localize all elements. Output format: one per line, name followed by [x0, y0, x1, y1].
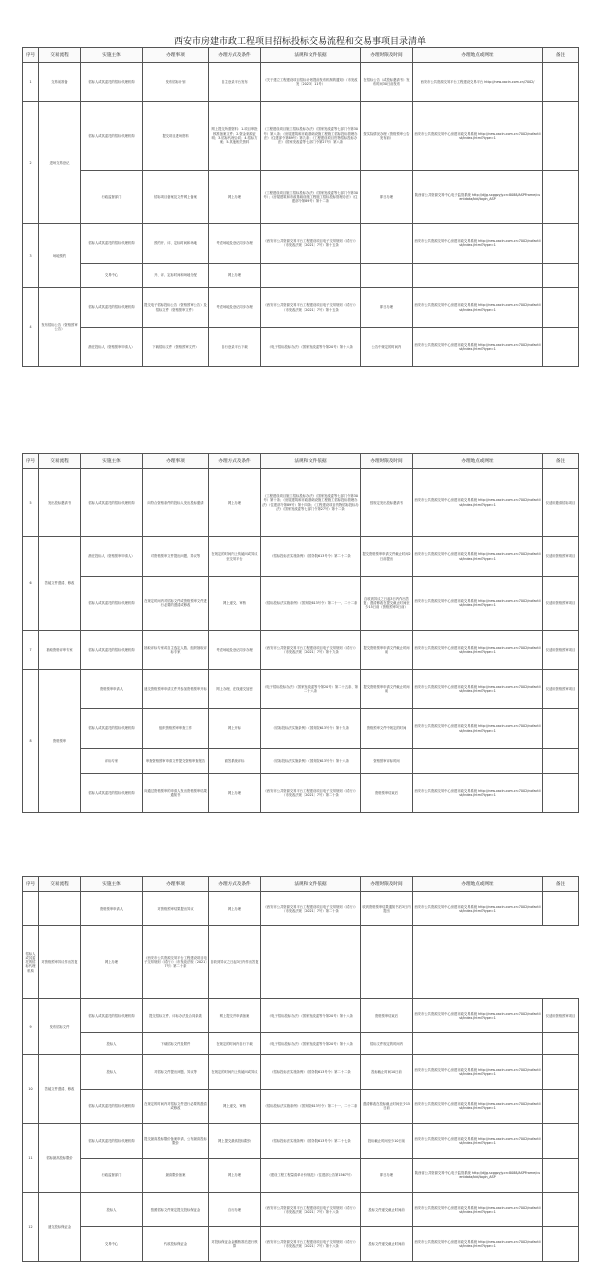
- table-cell: 公告中规定的时间内: [361, 327, 413, 366]
- table-cell: 面签系统评标: [209, 748, 261, 773]
- table-cell: 自主登录平台发布: [209, 63, 261, 102]
- column-header: 备注: [543, 454, 579, 469]
- table-cell: 提交资格预审申请文件截止时间前: [361, 630, 413, 669]
- table-cell: 网上提交所需资料：1.项目审批核准备案文件；2.资金来源证明；3.招标代理合同；4.招标方案；5.其他相关资料: [209, 102, 261, 170]
- table-cell: [543, 288, 579, 327]
- table-cell: 发出投标邀请书: [39, 469, 81, 537]
- table-cell: 西安市公共资源交易中心房建市政交易系统 http://new.xacin.com.cn:7002/nofactlist/index.jhtml?type=1: [413, 892, 543, 926]
- table-cell: 投标人: [81, 1193, 143, 1227]
- table-cell: 发布招标文件: [39, 999, 81, 1055]
- table-row: [23, 576, 579, 630]
- table-cell: 《西安市公共资源交易平台工程建设项目电子交易规则（试行）》（市发改法规〔2021〕7号）第十八条: [261, 1227, 361, 1262]
- table-cell: 考虑场地及登记同步办理: [209, 288, 261, 327]
- table-row: [23, 630, 579, 669]
- table-cell: 下载招标文件及附件: [143, 1033, 209, 1055]
- table-cell: 西安市公共资源交易中心房建市政交易系统 http://new.xacin.com.cn:7002/nofactlist/index.jhtml?type=1: [413, 1055, 543, 1089]
- table-cell: 场地预约: [39, 224, 81, 288]
- table-cell: 资格预审结束后: [361, 773, 413, 812]
- table-cell: 6: [23, 537, 39, 630]
- table-cell: 西安市公共资源交易中心房建市政交易系统 http://new.xacin.com.cn:7002/nofactlist/index.jhtml?type=1: [413, 327, 543, 366]
- table-cell: 仅适用资格预审项目: [543, 537, 579, 576]
- table-cell: 递交资格预审申请文件并参加资格预审开标: [143, 669, 209, 708]
- table-page-2: [22, 453, 578, 813]
- table-cell: 1: [23, 63, 39, 102]
- table-row: [23, 224, 579, 263]
- table-cell: 招标人或其委托的招标代理机构: [81, 102, 143, 170]
- table-cell: 西安市公共资源交易中心房建市政交易系统 http://new.xacin.com.cn:7002/nofactlist/index.jhtml?type=1: [413, 576, 543, 630]
- table-cell: 进场交易登记: [39, 102, 81, 224]
- table-cell: 自行登录平台下载: [209, 327, 261, 366]
- table-cell: 仅适用邀请招标项目: [543, 469, 579, 537]
- table-row: [23, 709, 579, 748]
- column-header: 办理事项: [143, 877, 209, 892]
- table-cell: 《招标投标法实施条例》（国务院613号令）第二十一、二十二条: [261, 576, 361, 630]
- table-cell: 8: [23, 669, 39, 812]
- table-cell: 《招标投标法实施条例》（国务院613号令）第二十二条: [261, 537, 361, 576]
- table-row: [23, 469, 579, 537]
- table-cell: 仅适用资格预审项目: [543, 576, 579, 630]
- column-header: 实施主体: [81, 877, 143, 892]
- table-cell: 陕西省公共资源交易中心电子监管系统 http://djjg.sxggzyjy.cn:8088/ASPFrame/cuentdata/bid/login_ASP: [413, 170, 543, 224]
- table-cell: 招标人或其委托的招标代理机构: [81, 224, 143, 263]
- table-cell: 《招标投标法实施条例》（国务院613号令）第二十一、二十二条: [261, 1089, 361, 1123]
- column-header: 序号: [23, 454, 39, 469]
- column-header: 办理地点或网址: [413, 48, 543, 63]
- table-cell: 招标人或其委托的招标代理机构: [23, 926, 39, 999]
- table-cell: 网上办理: [81, 926, 143, 999]
- table-cell: 西安市公共资源交易中心房建市政交易系统 http://new.xacin.com.cn:7002/nofactlist/index.jhtml?type=1: [413, 1193, 543, 1227]
- table-cell: 投标截止时间10日前: [361, 1055, 413, 1089]
- table-cell: 资格预审申请人: [81, 669, 143, 708]
- table-row: [23, 263, 579, 288]
- table-cell: 《电子招标投标办法》（国家发改委等令第20号）第十八条: [261, 327, 361, 366]
- table-cell: 9: [23, 999, 39, 1055]
- table-cell: 在规定的时间内自行下载: [209, 1033, 261, 1055]
- table-cell: 陕西省公共资源交易中心电子监管系统 http://djjg.sxggzyjy.cn:8088/ASPFrame/cuentdata/bid/login_ASP: [413, 1158, 543, 1192]
- table-header-row: [23, 454, 579, 469]
- table-cell: [361, 263, 413, 288]
- table-cell: 《西安市公共资源交易平台工程建设项目电子交易规则（试行）》（市发改法规〔2021〕7号）第二十条: [261, 773, 361, 812]
- table-cell: 网上开标: [209, 709, 261, 748]
- column-header: 办理地点或网址: [413, 454, 543, 469]
- table-cell: 潜在投标人（资格预审申请人）: [81, 327, 143, 366]
- column-header: 办理事项: [143, 48, 209, 63]
- table-row: [23, 669, 579, 708]
- column-header: 备注: [543, 877, 579, 892]
- table-cell: 网上办理: [209, 892, 261, 926]
- table-cell: 对资格预审异议作出答复: [39, 926, 81, 999]
- table-cell: 《西安市公共资源交易平台工程建设项目电子交易规则（试行）》（市发改法规〔2021〕7号）第十九条: [261, 630, 361, 669]
- table-row: [23, 1033, 579, 1055]
- table-cell: 西安市公共资源交易中心房建市政交易系统 http://new.xacin.com.cn:7002/nofactlist/index.jhtml?type=1: [413, 1124, 543, 1158]
- table-cell: 网上办理: [209, 773, 261, 812]
- table-cell: [543, 892, 579, 926]
- table-cell: [543, 1158, 579, 1192]
- table-row: [23, 1158, 579, 1192]
- table-cell: 西安市公共资源交易平台工程建设交易平台 http://new.xacin.com.cn/7002/: [413, 63, 543, 102]
- table-cell: 向符合资格条件的投标人发出投标邀请: [143, 469, 209, 537]
- table-cell: 网上递交、审核: [209, 576, 261, 630]
- column-header: 办理方式及条件: [209, 48, 261, 63]
- table-cell: 交易前准备: [39, 63, 81, 102]
- table-cell: 招标人或其委托的招标代理机构: [81, 773, 143, 812]
- table-cell: 投标文件递交截止时间前: [361, 1227, 413, 1262]
- table-cell: 网上办理: [209, 170, 261, 224]
- table-cell: 网上办理: [209, 469, 261, 537]
- table-cell: 在规定时间内对招标文件或资格预审文件进行必要的澄清或修改: [143, 576, 209, 630]
- table-cell: [261, 263, 361, 288]
- table-cell: 投标人: [81, 1033, 143, 1055]
- column-header: 法规和文件依据: [261, 454, 361, 469]
- table-cell: [543, 102, 579, 170]
- table-cell: 招标最高投标限价: [39, 1124, 81, 1193]
- table-cell: 网上办理，在线递交加密: [209, 669, 261, 708]
- table-cell: 网上办理: [209, 1158, 261, 1192]
- table-cell: 资格预审: [39, 669, 81, 812]
- column-header: 实施主体: [81, 48, 143, 63]
- table-row: [23, 170, 579, 224]
- table-cell: 提交招标文件、评标办法及合同条款: [143, 999, 209, 1033]
- table-cell: [543, 170, 579, 224]
- column-header: 办理时限及时间: [361, 877, 413, 892]
- table-cell: 《西安市公共资源交易平台工程建设项目电子交易规则（试行）》（市发改法规〔2021〕7号）第十五条: [261, 288, 361, 327]
- table-page-1: [22, 47, 578, 367]
- table-cell: 西安市公共资源交易中心房建市政交易系统 http://new.xacin.com.cn:7002/nofactlist/index.jhtml?type=1: [413, 469, 543, 537]
- table-cell: 《工程建设项目施工招标投标办法》（国家发改委等七部门令第30号）第八条；《房屋建筑和市政基础设施工程施工招标投标管理办法》（住建部令第89号）第九条；《工程建设项目货物招标投标办法》（国家发改委等七部门令第27号）第八条: [261, 102, 361, 170]
- table-cell: 西安市公共资源交易中心房建市政交易系统 http://new.xacin.com.cn:7002/nofactlist/index.jhtml?type=1: [413, 224, 543, 263]
- table-row: [23, 1124, 579, 1158]
- table-cell: 西安市公共资源交易中心房建市政交易系统 http://new.xacin.com.cn:7002/nofactlist/index.jhtml?type=1: [413, 288, 543, 327]
- column-header: 办理方式及条件: [209, 877, 261, 892]
- table-cell: 在规定的时间内上传疑问或异议: [209, 1055, 261, 1089]
- table-cell: 行政监督部门: [81, 170, 143, 224]
- table-cell: [543, 224, 579, 263]
- table-cell: 提交资格预审申请文件截止时间2日前提出: [361, 537, 413, 576]
- table-cell: 审查资格预审申请文件提交资格审查报告: [143, 748, 209, 773]
- column-header: 交易流程: [39, 877, 81, 892]
- table-cell: 招标人或其委托的招标代理机构: [81, 999, 143, 1033]
- column-header: 法规和文件依据: [261, 877, 361, 892]
- table-cell: 网上办理: [209, 263, 261, 288]
- table-cell: 招标人或其委托的招标代理机构: [81, 288, 143, 327]
- table-cell: 《工程建设项目施工招标投标办法》（国家发改委等七部门令第30号）第十条；《房屋建筑和市政基础设施工程施工招标投标管理办法》（住建部令第89号）第十四条；《工程建设项目货物招标投标办法》（国家发改委等七部门令第27号）第十二条: [261, 469, 361, 537]
- table-cell: 答疑文件澄清、修改: [39, 1055, 81, 1124]
- column-header: 办理地点或网址: [413, 877, 543, 892]
- table-cell: [543, 263, 579, 288]
- column-header: 实施主体: [81, 454, 143, 469]
- table-cell: 西安市公共资源交易中心房建市政交易系统 http://new.xacin.com.cn:7002/nofactlist/index.jhtml?type=1: [413, 102, 543, 170]
- table-row: [23, 999, 579, 1033]
- table-cell: 招标人或其委托的招标代理机构: [81, 630, 143, 669]
- table-cell: 资格预审文件中规定的时间: [361, 709, 413, 748]
- column-header: 法规和文件依据: [261, 48, 361, 63]
- table-cell: 按规定发出投标邀请书: [361, 469, 413, 537]
- table-cell: 《西安市公共资源交易平台工程建设项目电子交易规则（试行）》（市发改法规〔2021〕7号）第二十条: [143, 926, 209, 999]
- table-cell: [23, 892, 39, 926]
- table-cell: 下载招标文件（资格预审文件）: [143, 327, 209, 366]
- table-cell: [39, 892, 81, 926]
- table-cell: 西安市公共资源交易中心房建市政交易系统 http://new.xacin.com.cn:7002/nofactlist/index.jhtml?type=1: [413, 630, 543, 669]
- table-cell: 提交资格预审申请文件截止时间前: [361, 669, 413, 708]
- table-row: [23, 926, 579, 999]
- table-cell: 投标人: [81, 1055, 143, 1089]
- column-header: 序号: [23, 48, 39, 63]
- process-table: [22, 453, 579, 813]
- table-cell: 11: [23, 1124, 39, 1193]
- table-cell: [543, 748, 579, 773]
- table-cell: 开、评、定标时间和场地分配: [143, 263, 209, 288]
- table-cell: 网上提交并申请备案: [209, 999, 261, 1033]
- table-cell: 提交最高投标限价备案申请，公布最高投标限价: [143, 1124, 209, 1158]
- table-cell: 《西安市公共资源交易平台工程建设项目电子交易规则（试行）》（市发改法规〔2021〕7号）第十八条: [261, 1193, 361, 1227]
- table-cell: 《招标投标法实施条例》（国务院613号令）第十八条: [261, 748, 361, 773]
- table-cell: 即日办理: [361, 1158, 413, 1192]
- table-cell: 西安市公共资源交易中心房建市政交易系统 http://new.xacin.com.cn:7002/nofactlist/index.jhtml?type=1: [413, 1089, 543, 1123]
- table-cell: 组织资格预审审查工作: [143, 709, 209, 748]
- table-cell: 抽取评标专家或自主选定人数、组织抽取评标专家: [143, 630, 209, 669]
- table-cell: 自收到异议之日起3日内作出答复: [209, 926, 261, 999]
- table-cell: 在规定的时间内对招标文件进行必要的澄清或修改: [143, 1089, 209, 1123]
- table-cell: [261, 926, 361, 999]
- table-cell: 最高限价备案: [143, 1158, 209, 1192]
- table-row: [23, 1089, 579, 1123]
- table-cell: 网上提交最高投标限价: [209, 1124, 261, 1158]
- table-cell: 向通过资格预审的申请人发出资格预审结果通知书: [143, 773, 209, 812]
- table-cell: [543, 63, 579, 102]
- table-cell: [543, 773, 579, 812]
- table-cell: [543, 1089, 579, 1123]
- table-cell: 对招标文件提出问题、异议等: [143, 1055, 209, 1089]
- table-cell: 招标人或其委托的招标代理机构: [81, 469, 143, 537]
- table-cell: 招标人或其委托的招标代理机构: [81, 576, 143, 630]
- table-cell: 抽取资格评审专家: [39, 630, 81, 669]
- table-cell: 2: [23, 102, 39, 224]
- table-cell: [543, 1055, 579, 1089]
- table-cell: 3: [23, 224, 39, 288]
- table-cell: 对资格预审结果提出异议: [143, 892, 209, 926]
- column-header: 交易流程: [39, 454, 81, 469]
- column-header: 办理时限及时间: [361, 48, 413, 63]
- table-cell: [361, 926, 413, 999]
- table-cell: 仅适用资格预审项目: [543, 630, 579, 669]
- table-cell: 资格预审申请人: [81, 892, 143, 926]
- table-row: [23, 102, 579, 170]
- table-row: [23, 288, 579, 327]
- table-cell: 交易中心: [81, 263, 143, 288]
- table-row: [23, 892, 579, 926]
- table-cell: 仅适用资格预审项目: [543, 999, 579, 1033]
- table-cell: 西安市公共资源交易中心房建市政交易系统 http://new.xacin.com.cn:7002/nofactlist/index.jhtml?type=1: [413, 669, 543, 708]
- table-cell: 《建设工程工程量清单计价规范》（住建部公告第1567号）: [261, 1158, 361, 1192]
- table-cell: 4: [23, 288, 39, 367]
- table-cell: 发布招标公告（资格预审公告）: [39, 288, 81, 367]
- table-cell: [413, 263, 543, 288]
- table-cell: 西安市公共资源交易中心房建市政交易系统 http://new.xacin.com.cn:7002/nofactlist/index.jhtml?type=1: [413, 999, 543, 1033]
- table-cell: 《工程建设项目施工招标投标办法》（国家发改委等七部门令第30号）；《房屋建筑和市政基础设施工程施工招标投标管理办法》（住建部令第89号）第十二条: [261, 170, 361, 224]
- column-header: 办理事项: [143, 454, 209, 469]
- table-cell: 在招标公告（或投标邀请书）发布时间30日前发布: [361, 63, 413, 102]
- table-cell: 提交项目进场资料: [143, 102, 209, 170]
- table-cell: 12: [23, 1193, 39, 1262]
- table-cell: 答疑文件澄清、修改: [39, 537, 81, 630]
- table-cell: 在规定的时间内上传疑问或异议至交易平台: [209, 537, 261, 576]
- table-cell: 递交投标保证金: [39, 1193, 81, 1262]
- table-cell: 招标人或其委托的招标代理机构: [81, 63, 143, 102]
- table-cell: 《电子招标投标办法》（国家发改委等令第20号）第十八条: [261, 1033, 361, 1055]
- column-header: 办理时限及时间: [361, 454, 413, 469]
- column-header: 备注: [543, 48, 579, 63]
- table-cell: 考虑场地及登记同步办理: [209, 630, 261, 669]
- column-header: 序号: [23, 877, 39, 892]
- table-row: [23, 773, 579, 812]
- table-cell: 投标截止时间至少10日前: [361, 1124, 413, 1158]
- table-cell: 仅适用资格预审项目: [543, 669, 579, 708]
- table-cell: 西安市公共资源交易中心房建市政交易系统 http://new.xacin.com.cn:7002/nofactlist/index.jhtml?type=1: [413, 773, 543, 812]
- table-row: [23, 327, 579, 366]
- table-cell: [361, 224, 413, 263]
- table-cell: [543, 1124, 579, 1158]
- table-cell: 资格预审评标时间: [361, 748, 413, 773]
- table-cell: 10: [23, 1055, 39, 1124]
- table-cell: 《西安市公共资源交易平台工程建设项目电子交易规则（试行）》（市发改法规〔2021〕7号）第十五条: [261, 224, 361, 263]
- table-cell: [543, 327, 579, 366]
- table-cell: [543, 1033, 579, 1055]
- table-cell: 收到资格预审结果通知书后3日内提出: [361, 892, 413, 926]
- table-cell: [413, 1033, 543, 1055]
- table-cell: 西安市公共资源交易中心房建市政交易系统 http://new.xacin.com.cn:7002/nofactlist/index.jhtml?type=1: [413, 709, 543, 748]
- table-cell: 投标文件递交截止时间前: [361, 1193, 413, 1227]
- table-cell: [413, 748, 543, 773]
- table-cell: 招标人或其委托的招标代理机构: [81, 709, 143, 748]
- table-row: [23, 63, 579, 102]
- table-cell: 招标人或其委托的招标代理机构: [81, 1089, 143, 1123]
- table-cell: 资格预审结束后: [361, 999, 413, 1033]
- process-table: [22, 47, 579, 367]
- table-cell: 5: [23, 469, 39, 537]
- table-cell: 提交电子招标投标公告（资格预审公告）及招标文件（资格预审文件）: [143, 288, 209, 327]
- table-row: [23, 1227, 579, 1262]
- table-cell: 《电子招标投标办法》（国家发改委等令第20号）第十八条: [261, 999, 361, 1033]
- table-cell: 考虑场地及登记同步办理: [209, 224, 261, 263]
- column-header: 交易流程: [39, 48, 81, 63]
- table-cell: 按实际情况办理（资格预审公告发布前）: [361, 102, 413, 170]
- table-row: [23, 537, 579, 576]
- table-cell: 网上递交、审核: [209, 1089, 261, 1123]
- table-cell: 西安市公共资源交易中心房建市政交易系统 http://new.xacin.com.cn:7002/nofactlist/index.jhtml?type=1: [413, 537, 543, 576]
- table-cell: 发布招标计划: [143, 63, 209, 102]
- table-cell: 澄清修改在投标截止时间至少15日前: [361, 1089, 413, 1123]
- table-cell: 《西安市公共资源交易平台工程建设项目电子交易规则（试行）》（市发改法规〔2021〕7号）第二十条: [261, 892, 361, 926]
- table-cell: 招标项目备案及文件网上备案: [143, 170, 209, 224]
- table-cell: 即日办理: [361, 170, 413, 224]
- table-row: [23, 748, 579, 773]
- table-header-row: [23, 48, 579, 63]
- table-cell: 预约开、评、定标时间和场地: [143, 224, 209, 263]
- table-cell: 7: [23, 630, 39, 669]
- table-cell: 行政监督部门: [81, 1158, 143, 1192]
- table-cell: 对投标保证金金额核准后进行核算: [209, 1227, 261, 1262]
- table-cell: [543, 709, 579, 748]
- document-title: 西安市房建市政工程项目招标投标交易流程和交易事项目录清单: [173, 37, 426, 47]
- table-cell: 招标文件规定的时间内: [361, 1033, 413, 1055]
- table-cell: [543, 1227, 579, 1262]
- table-header-row: [23, 877, 579, 892]
- table-cell: 自收到异议之日起3日内作出答复；澄清修改在提交截止时间至少15日前（资格预审3日前）: [361, 576, 413, 630]
- table-row: [23, 1193, 579, 1227]
- process-table: [22, 876, 579, 1262]
- table-cell: 对资格预审文件提出问题、异议等: [143, 537, 209, 576]
- table-cell: 《关于建立工程建设项目招标计划提前发布机制的通知》（市发改发〔2023〕11号）: [261, 63, 361, 102]
- table-row: [23, 1055, 579, 1089]
- table-cell: 《招标投标法实施条例》（国务院613号令）第十九条: [261, 709, 361, 748]
- table-cell: 自行办理: [209, 1193, 261, 1227]
- table-cell: 《招标投标法实施条例》（国务院613号令）第二十七条: [261, 1124, 361, 1158]
- table-page-3: [22, 876, 578, 1262]
- table-cell: 《招标投标法实施条例》（国务院613号令）第二十二条: [261, 1055, 361, 1089]
- table-cell: 即日办理: [361, 288, 413, 327]
- table-cell: 西安市公共资源交易中心房建市政交易系统 http://new.xacin.com.cn:7002/nofactlist/index.jhtml?type=1: [413, 1227, 543, 1262]
- table-cell: 评标专家: [81, 748, 143, 773]
- table-cell: 潜在投标人（资格预审申请人）: [81, 537, 143, 576]
- table-cell: 交易中心: [81, 1227, 143, 1262]
- table-cell: [543, 1193, 579, 1227]
- column-header: 办理方式及条件: [209, 454, 261, 469]
- table-cell: 《电子招标投标办法》（国家发改委等令第20号）第二十五条、第二十八条: [261, 669, 361, 708]
- table-cell: 按照招标文件规定提交投标保证金: [143, 1193, 209, 1227]
- table-cell: 招标人或其委托的招标代理机构: [81, 1124, 143, 1158]
- table-cell: 代收投标保证金: [143, 1227, 209, 1262]
